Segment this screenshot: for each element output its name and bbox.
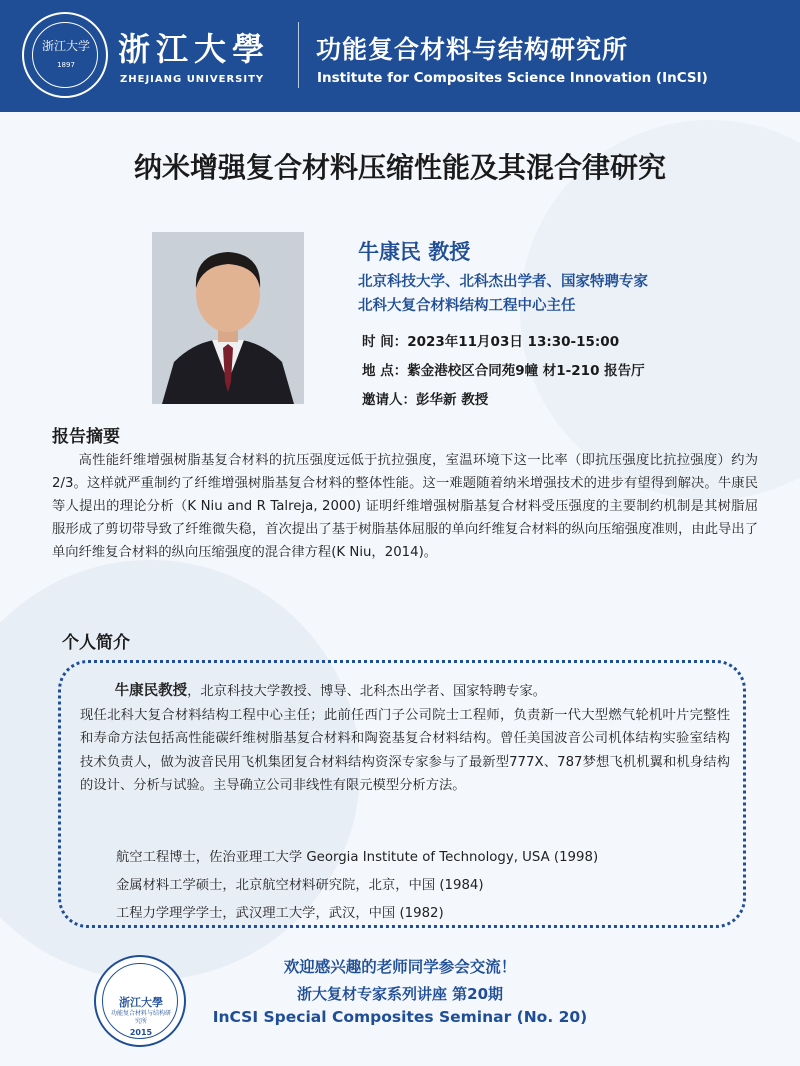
seminar-series-cn: 浙大复材专家系列讲座 第20期 (296, 985, 504, 1003)
abstract-heading: 报告摘要 (52, 427, 120, 447)
bio-heading: 个人简介 (62, 633, 130, 653)
seminar-series-en: InCSI Special Composites Seminar (No. 20) (212, 1008, 588, 1026)
speaker-name: 牛康民 教授 (358, 240, 471, 264)
speaker-photo (152, 232, 304, 404)
institute-name-en: Institute for Composites Science Innovation (InCSI) (317, 70, 708, 86)
university-logo-en: ZHEJIANG UNIVERSITY (120, 74, 265, 85)
seal-year: 1897 (57, 61, 75, 69)
speaker-affiliation: 北京科技大学、北科杰出学者、国家特聘专家 (358, 274, 648, 290)
lecture-title: 纳米增强复合材料压缩性能及其混合律研究 (133, 151, 666, 184)
speaker-position: 北科大复合材料结构工程中心主任 (358, 298, 576, 314)
university-seal (22, 12, 108, 98)
badge-year: 2015 (129, 1028, 153, 1037)
bio-name: 牛康民教授 (114, 683, 188, 699)
event-location: 地 点：紫金港校区合同苑9幢 材1-210 报告厅 (362, 363, 645, 379)
event-inviter: 邀请人：彭华新 教授 (362, 392, 489, 408)
header-banner (0, 0, 800, 112)
education-item: 金属材料工学硕士，北京航空材料研究院，北京，中国 (1984) (116, 878, 484, 893)
bio-body (80, 680, 730, 798)
badge-text: 浙江大學 (119, 996, 163, 1009)
bio-intro-line (80, 680, 730, 704)
education-item: 航空工程博士，佐治亚理工大学 Georgia Institute of Technology, USA (1998) (116, 850, 599, 865)
event-time: 时 间：2023年11月03日 13:30-15:00 (362, 334, 620, 350)
bio-intro: ，北京科技大学教授、博导、北科杰出学者、国家特聘专家。 (187, 684, 547, 699)
abstract-text: 高性能纤维增强树脂基复合材料的抗压强度远低于抗拉强度，室温环境下这一比率（即抗压强度比抗拉强度）约为2/3。这样就严重制约了纤维增强树脂基复合材料的整体性能。这一难题随着纳米增强技术的进步有望得到解决。牛康民等人提出的理论分析（K Niu and R Talreja, 2000) 证明纤维增强树脂基复合材料受压强度的主要制约机制是其树脂屈服形成了剪切带导致了纤维微失稳，首次提出了基于树脂基体屈服的单向纤维复合材料的纵向压缩强度准则，由此导出了单向纤维复合材料的纵向压缩强度的混合律方程(K Niu，2014)。 (52, 453, 758, 560)
university-logo-cn: 浙江大學 (118, 30, 271, 68)
bio-text: 现任北科大复合材料结构工程中心主任；此前任西门子公司院士工程师，负责新一代大型燃气轮机叶片完整性和寿命方法包括高性能碳纤维树脂基复合材料和陶瓷基复合材料结构。曾任美国波音公司机体结构实验室结构技术负责人，做为波音民用飞机集团复合材料结构资深专家参与了最新型777X、787梦想飞机机翼和机身结构的设计、分析与试验。主导确立公司非线性有限元模型分析方法。 (80, 707, 730, 793)
education-item: 工程力学理学学士，武汉理工大学，武汉，中国 (1982) (116, 906, 444, 921)
badge-subtext: 功能复合材料与结构研究所 (110, 1010, 171, 1025)
welcome-text: 欢迎感兴趣的老师同学参会交流！ (283, 958, 517, 976)
seal-ring (32, 22, 98, 88)
header-divider (298, 22, 299, 88)
seal-text: 浙江大学 (41, 39, 90, 53)
institute-name-cn: 功能复合材料与结构研究所 (316, 35, 629, 64)
